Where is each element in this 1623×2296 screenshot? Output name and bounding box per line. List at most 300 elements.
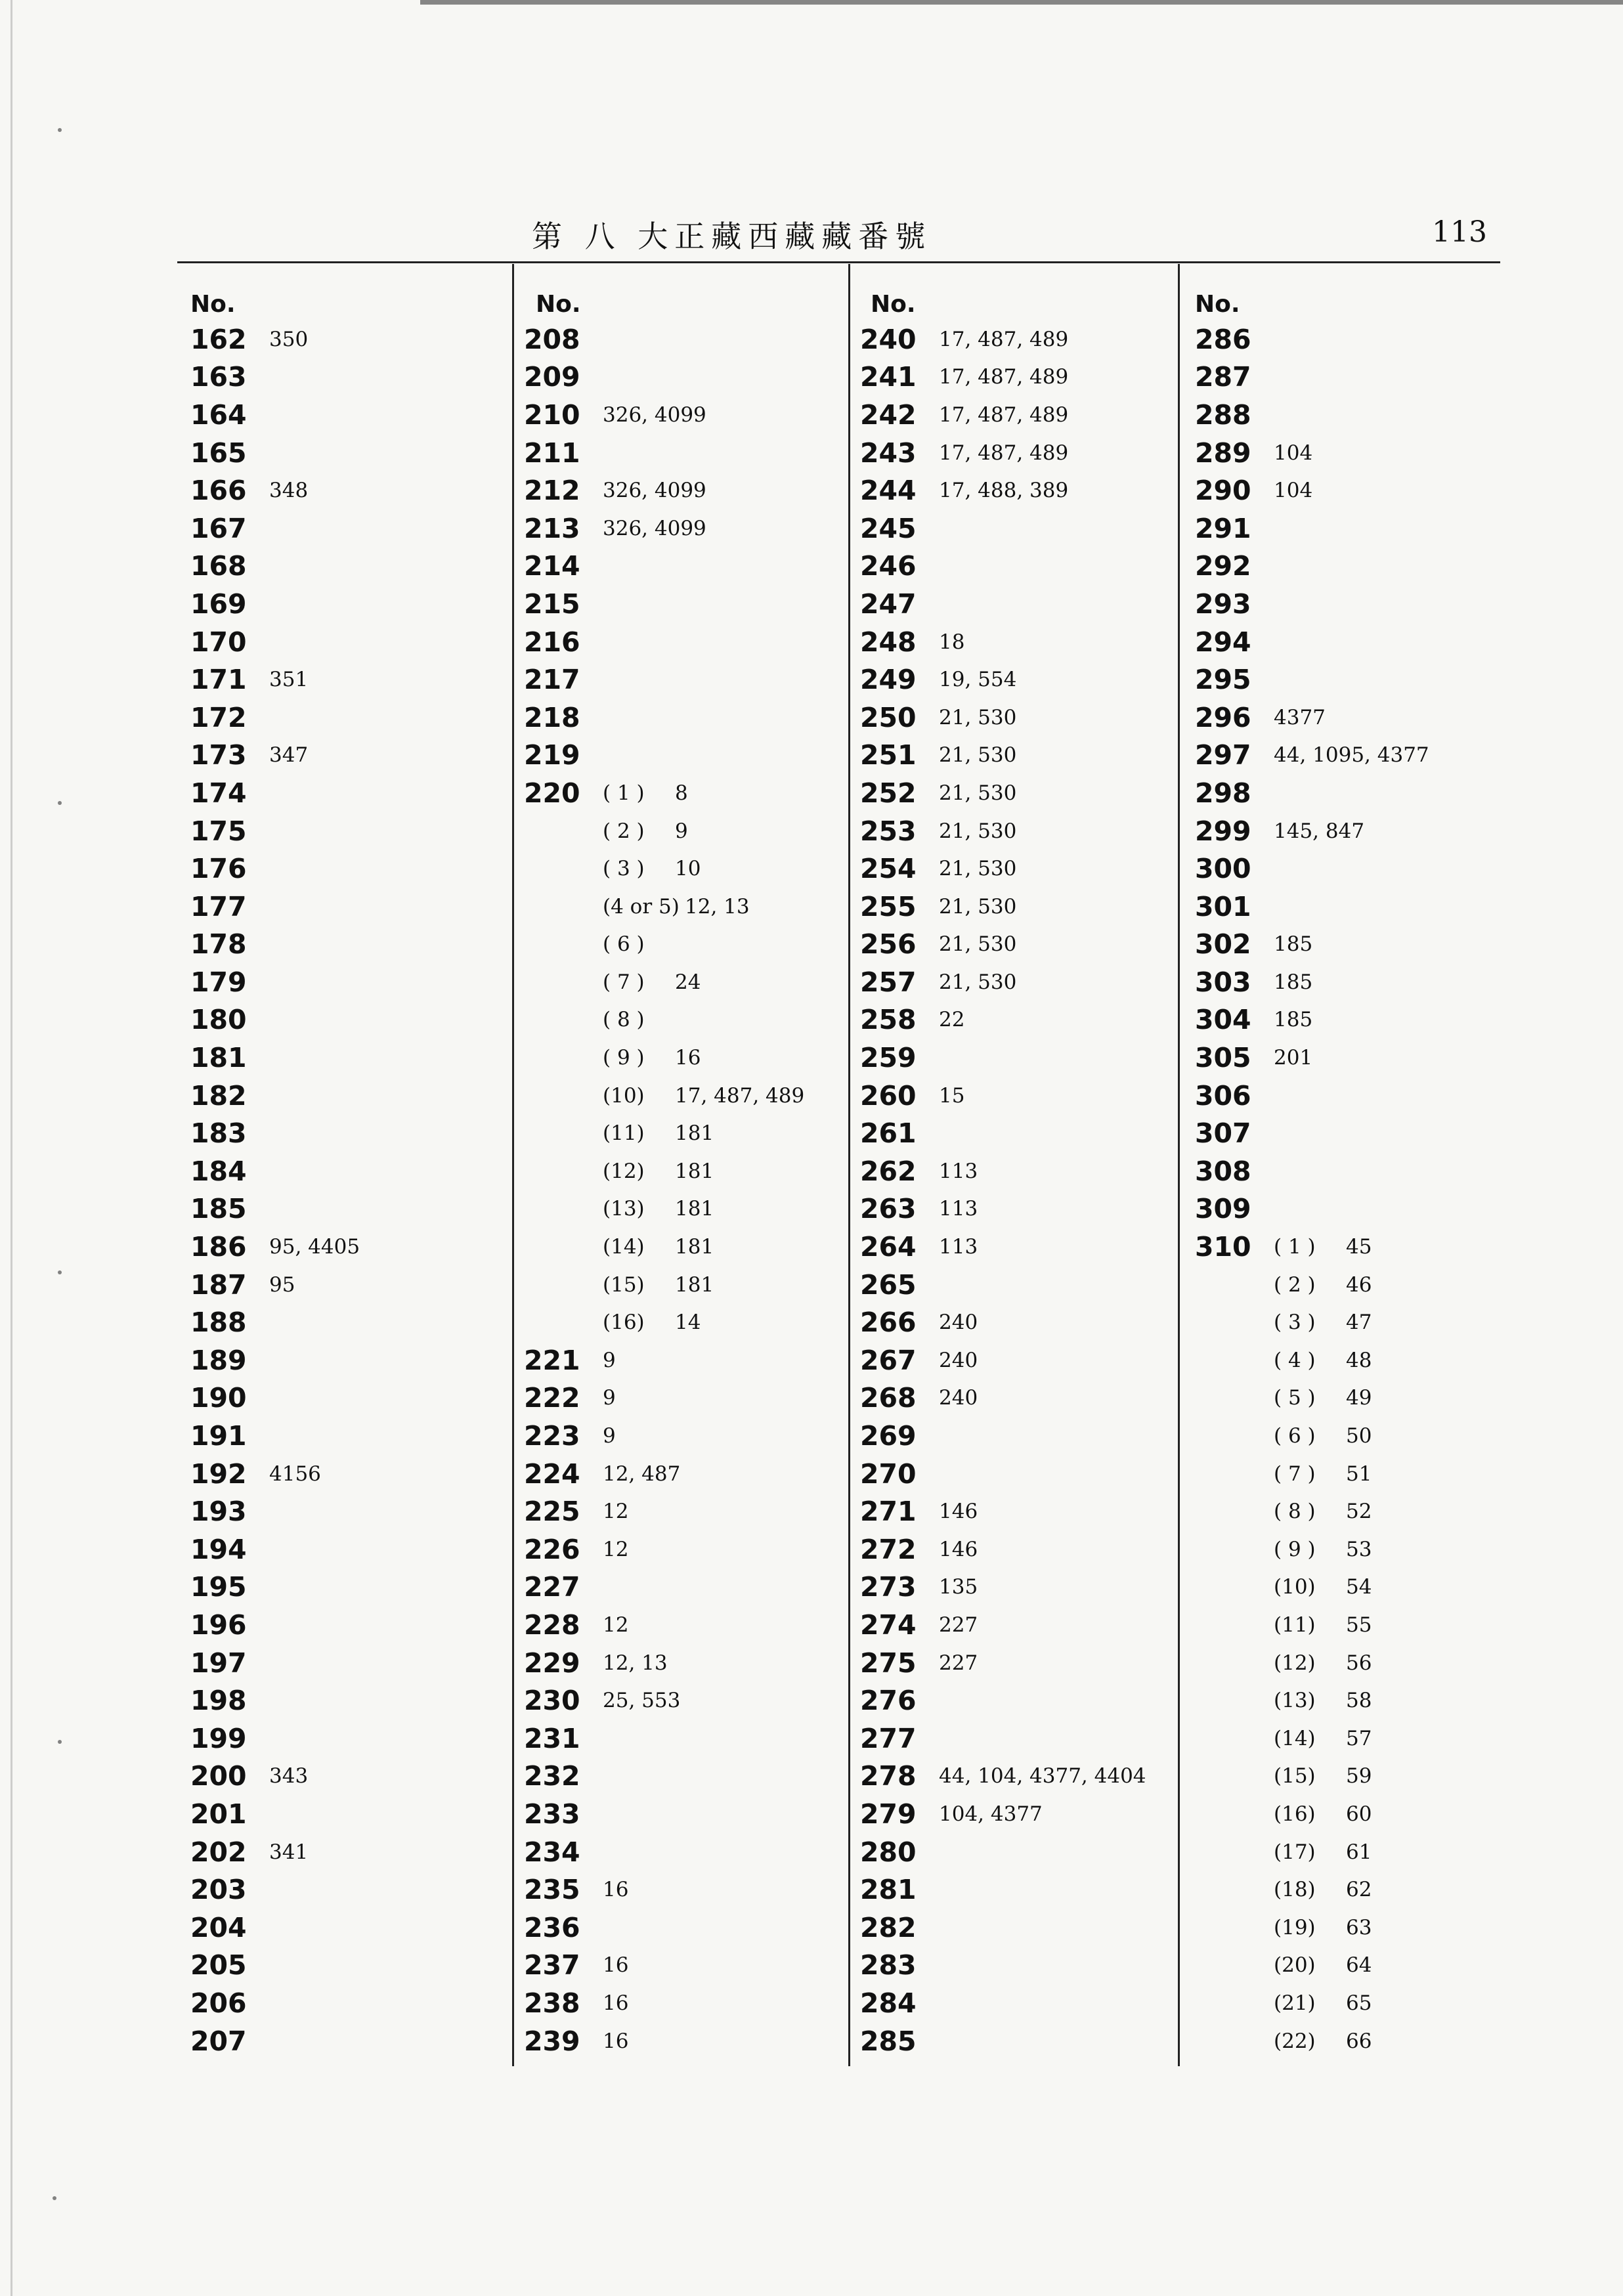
table-row	[1195, 1644, 1497, 1682]
table-row	[190, 358, 506, 397]
table-row	[1195, 888, 1497, 926]
column-separator	[1178, 264, 1180, 2066]
entry-number: 249	[860, 664, 917, 696]
reference-numbers: 21, 530	[939, 781, 1017, 805]
reference-numbers: 19, 554	[939, 668, 1017, 692]
reference-numbers: 21, 530	[939, 743, 1017, 768]
table-row	[190, 1795, 506, 1833]
entry-number: 190	[190, 1382, 247, 1414]
entry-number: 228	[524, 1609, 580, 1641]
table-row	[860, 1266, 1175, 1304]
entry-number: 181	[190, 1042, 247, 1074]
table-row	[1195, 585, 1497, 623]
table-row	[1195, 1152, 1497, 1190]
reference-numbers: 95	[269, 1272, 295, 1297]
table-row	[860, 471, 1175, 509]
sub-entry-label: (13)	[603, 1197, 645, 1221]
table-row	[1195, 737, 1497, 775]
table-row	[1195, 471, 1497, 509]
table-row	[1195, 1039, 1497, 1077]
entry-number: 223	[524, 1420, 580, 1452]
reference-numbers: 9	[675, 819, 688, 843]
entry-number: 259	[860, 1042, 917, 1074]
reference-numbers: 15	[939, 1083, 965, 1108]
table-row	[190, 850, 506, 888]
sub-entry-label: ( 4 )	[1274, 1348, 1316, 1372]
entry-number: 192	[190, 1458, 247, 1490]
reference-numbers: 185	[1274, 932, 1313, 957]
table-row	[860, 963, 1175, 1001]
sub-entry-label: ( 9 )	[1274, 1537, 1316, 1561]
column-2	[524, 289, 846, 2060]
sub-entry-label: (10)	[603, 1083, 645, 1108]
table-row	[524, 1303, 846, 1341]
column-1	[190, 289, 506, 2060]
entry-number: 273	[860, 1571, 917, 1603]
entry-number: 182	[190, 1079, 247, 1112]
entry-number: 302	[1195, 928, 1251, 961]
entry-number: 247	[860, 588, 917, 620]
table-row	[1195, 1720, 1497, 1758]
entry-number: 218	[524, 701, 580, 733]
sub-entry-label: (11)	[603, 1121, 645, 1146]
scan-speck	[58, 1270, 62, 1274]
table-row	[190, 509, 506, 548]
reference-numbers: 181	[675, 1121, 714, 1146]
entry-number: 251	[860, 739, 917, 771]
entry-number: 248	[860, 626, 917, 658]
entry-number: 288	[1195, 399, 1251, 431]
table-row	[524, 699, 846, 737]
entry-number: 272	[860, 1533, 917, 1565]
sub-entry-label: ( 8 )	[1274, 1500, 1316, 1524]
column-header: No.	[190, 291, 236, 318]
entry-number: 278	[860, 1760, 917, 1792]
table-row	[860, 1909, 1175, 1947]
table-row	[190, 1077, 506, 1115]
table-row	[1195, 1871, 1497, 1909]
entry-number: 194	[190, 1533, 247, 1565]
reference-numbers: 326, 4099	[603, 479, 706, 503]
scan-edge-left	[11, 0, 12, 2296]
entry-number: 286	[1195, 323, 1251, 355]
reference-numbers: 350	[269, 327, 309, 351]
entry-number: 232	[524, 1760, 580, 1792]
table-row	[190, 737, 506, 775]
table-row	[190, 1341, 506, 1379]
entry-number: 262	[860, 1155, 917, 1187]
reference-numbers: 12	[603, 1537, 629, 1561]
table-row	[860, 774, 1175, 812]
entry-number: 191	[190, 1420, 247, 1452]
table-row	[524, 1228, 846, 1266]
table-row	[190, 1492, 506, 1530]
entry-number: 227	[524, 1571, 580, 1603]
table-row	[190, 1455, 506, 1493]
page-number: 113	[1432, 215, 1487, 249]
table-row	[190, 699, 506, 737]
table-row	[1195, 1341, 1497, 1379]
table-row	[524, 1492, 846, 1530]
table-row	[190, 1606, 506, 1644]
table-row	[524, 812, 846, 850]
entry-number: 265	[860, 1268, 917, 1301]
reference-numbers: 113	[939, 1197, 978, 1221]
scan-speck	[53, 2196, 56, 2200]
entry-number: 203	[190, 1874, 247, 1906]
table-row	[524, 1039, 846, 1077]
entry-number: 189	[190, 1344, 247, 1376]
scan-speck	[58, 801, 62, 805]
table-row	[524, 1266, 846, 1304]
reference-numbers: 21, 530	[939, 894, 1017, 919]
reference-numbers: 201	[1274, 1046, 1313, 1070]
sub-entry-label: (13)	[1274, 1689, 1316, 1713]
sub-entry-label: ( 5 )	[1274, 1386, 1316, 1410]
table-row	[190, 1569, 506, 1607]
table-row	[190, 1984, 506, 2022]
entry-number: 214	[524, 550, 580, 582]
table-row	[524, 1114, 846, 1152]
table-row	[860, 926, 1175, 964]
table-row	[860, 1077, 1175, 1115]
table-row	[524, 1001, 846, 1039]
table-row	[1195, 548, 1497, 586]
table-row	[190, 774, 506, 812]
table-row	[1195, 1266, 1497, 1304]
reference-numbers: 181	[675, 1235, 714, 1259]
entry-number: 215	[524, 588, 580, 620]
table-row	[524, 434, 846, 472]
reference-numbers: 65	[1346, 1991, 1372, 2015]
entry-number: 168	[190, 550, 247, 582]
reference-numbers: 113	[939, 1159, 978, 1183]
entry-number: 169	[190, 588, 247, 620]
table-row	[860, 585, 1175, 623]
entry-number: 284	[860, 1987, 917, 2019]
entry-number: 162	[190, 323, 247, 355]
table-row	[524, 1530, 846, 1569]
reference-numbers: 351	[269, 668, 309, 692]
entry-number: 285	[860, 2025, 917, 2057]
table-row	[860, 548, 1175, 586]
column-4	[1195, 289, 1497, 2060]
entry-number: 217	[524, 664, 580, 696]
reference-numbers: 16	[603, 1953, 629, 1978]
table-row	[860, 1984, 1175, 2022]
table-row	[524, 585, 846, 623]
sub-entry-label: (21)	[1274, 1991, 1316, 2015]
entry-number: 292	[1195, 550, 1251, 582]
entry-number: 294	[1195, 626, 1251, 658]
table-row	[1195, 396, 1497, 434]
sub-entry-label: (15)	[1274, 1764, 1316, 1788]
sub-entry-label: ( 1 )	[603, 781, 645, 805]
table-row	[860, 396, 1175, 434]
table-row	[524, 1379, 846, 1418]
table-row	[860, 1569, 1175, 1607]
entry-number: 267	[860, 1344, 917, 1376]
table-row	[1195, 358, 1497, 397]
entry-number: 291	[1195, 512, 1251, 544]
table-row	[524, 2022, 846, 2060]
table-row	[1195, 1984, 1497, 2022]
reference-numbers: 62	[1346, 1878, 1372, 1902]
reference-numbers: 12	[603, 1613, 629, 1637]
table-row	[1195, 661, 1497, 699]
reference-numbers: 55	[1346, 1613, 1372, 1637]
entry-number: 229	[524, 1647, 580, 1679]
entry-number: 167	[190, 512, 247, 544]
reference-numbers: 45	[1346, 1235, 1372, 1259]
table-row	[190, 1720, 506, 1758]
entry-number: 213	[524, 512, 580, 544]
table-row	[860, 1039, 1175, 1077]
table-row	[1195, 699, 1497, 737]
entry-number: 271	[860, 1496, 917, 1528]
table-row	[524, 1909, 846, 1947]
entry-number: 298	[1195, 777, 1251, 809]
table-row	[190, 434, 506, 472]
table-row	[190, 1530, 506, 1569]
sub-entry-label: ( 2 )	[1274, 1272, 1316, 1297]
entry-number: 238	[524, 1987, 580, 2019]
table-row	[1195, 1114, 1497, 1152]
scan-edge-top	[420, 0, 1623, 5]
entry-number: 241	[860, 361, 917, 393]
reference-numbers: 12, 13	[603, 1651, 668, 1675]
entry-number: 173	[190, 739, 247, 771]
reference-numbers: 17, 487, 489	[939, 441, 1069, 465]
table-row	[524, 1871, 846, 1909]
table-row	[860, 1190, 1175, 1228]
entry-number: 180	[190, 1004, 247, 1036]
entry-number: 193	[190, 1496, 247, 1528]
table-row	[190, 1871, 506, 1909]
table-row	[524, 1569, 846, 1607]
table-row	[860, 1833, 1175, 1871]
table-row	[524, 320, 846, 358]
sub-entry-label: ( 1 )	[1274, 1235, 1316, 1259]
entry-number: 243	[860, 437, 917, 469]
reference-numbers: 52	[1346, 1500, 1372, 1524]
entry-number: 170	[190, 626, 247, 658]
reference-numbers: 104	[1274, 479, 1313, 503]
sub-entry-label: ( 6 )	[603, 932, 645, 957]
sub-entry-label: (22)	[1274, 2029, 1316, 2053]
reference-numbers: 4377	[1274, 705, 1326, 729]
entry-number: 209	[524, 361, 580, 393]
reference-numbers: 145, 847	[1274, 819, 1365, 843]
entry-number: 255	[860, 890, 917, 922]
table-row	[1195, 1001, 1497, 1039]
table-row	[1195, 1681, 1497, 1720]
table-row	[524, 1947, 846, 1985]
reference-numbers: 53	[1346, 1537, 1372, 1561]
entry-number: 264	[860, 1231, 917, 1263]
table-row	[524, 1984, 846, 2022]
entry-number: 166	[190, 475, 247, 507]
table-row	[190, 1909, 506, 1947]
table-row	[1195, 320, 1497, 358]
sub-entry-label: ( 7 )	[1274, 1462, 1316, 1486]
entry-number: 306	[1195, 1079, 1251, 1112]
entry-number: 268	[860, 1382, 917, 1414]
reference-numbers: 48	[1346, 1348, 1372, 1372]
table-row	[190, 548, 506, 586]
table-row	[860, 850, 1175, 888]
entry-number: 174	[190, 777, 247, 809]
entry-number: 188	[190, 1307, 247, 1339]
reference-numbers: 17, 487, 489	[675, 1083, 805, 1108]
reference-numbers: 16	[603, 2029, 629, 2053]
table-row	[524, 774, 846, 812]
entry-number: 252	[860, 777, 917, 809]
table-row	[860, 1228, 1175, 1266]
entry-number: 233	[524, 1798, 580, 1830]
sub-entry-label: (20)	[1274, 1953, 1316, 1978]
reference-numbers: 326, 4099	[603, 516, 706, 540]
reference-numbers: 66	[1346, 2029, 1372, 2053]
reference-numbers: 21, 530	[939, 819, 1017, 843]
scan-speck	[58, 1740, 62, 1744]
table-row	[860, 1341, 1175, 1379]
table-row	[1195, 963, 1497, 1001]
table-row	[524, 548, 846, 586]
table-row	[524, 1795, 846, 1833]
entry-number: 187	[190, 1268, 247, 1301]
entry-number: 216	[524, 626, 580, 658]
entry-number: 235	[524, 1874, 580, 1906]
table-row	[860, 623, 1175, 661]
table-row	[1195, 1606, 1497, 1644]
reference-numbers: 326, 4099	[603, 402, 706, 427]
sub-entry-label: ( 3 )	[603, 857, 645, 881]
reference-numbers: 113	[939, 1235, 978, 1259]
entry-number: 207	[190, 2025, 247, 2057]
table-row	[1195, 434, 1497, 472]
reference-numbers: 9	[603, 1386, 616, 1410]
table-row	[860, 699, 1175, 737]
column-header: No.	[1195, 291, 1240, 318]
table-row	[524, 888, 846, 926]
table-row	[190, 2022, 506, 2060]
reference-numbers: 21, 530	[939, 705, 1017, 729]
table-row	[860, 812, 1175, 850]
reference-numbers: 146	[939, 1537, 978, 1561]
entry-number: 275	[860, 1647, 917, 1679]
table-row	[860, 1379, 1175, 1418]
reference-numbers: 17, 487, 489	[939, 365, 1069, 389]
reference-numbers: 227	[939, 1651, 978, 1675]
column-3	[860, 289, 1175, 2060]
entry-number: 263	[860, 1193, 917, 1225]
table-row	[860, 1152, 1175, 1190]
table-row	[860, 434, 1175, 472]
table-row	[1195, 623, 1497, 661]
entry-number: 197	[190, 1647, 247, 1679]
table-row	[860, 1795, 1175, 1833]
table-row	[524, 623, 846, 661]
sub-entry-label: ( 8 )	[603, 1008, 645, 1032]
table-row	[860, 1871, 1175, 1909]
table-row	[524, 1758, 846, 1796]
reference-numbers: 240	[939, 1310, 978, 1335]
table-row	[1195, 926, 1497, 964]
entry-number: 204	[190, 1911, 247, 1943]
reference-numbers: 24	[675, 970, 701, 994]
table-row	[524, 1681, 846, 1720]
reference-numbers: 51	[1346, 1462, 1372, 1486]
table-row	[1195, 1492, 1497, 1530]
entry-number: 222	[524, 1382, 580, 1414]
reference-numbers: 22	[939, 1008, 965, 1032]
sub-entry-label: (4 or 5)	[603, 894, 680, 919]
page-header	[177, 209, 1500, 261]
reference-numbers: 57	[1346, 1726, 1372, 1750]
table-row	[1195, 1077, 1497, 1115]
table-row	[524, 396, 846, 434]
table-row	[860, 1303, 1175, 1341]
entry-number: 196	[190, 1609, 247, 1641]
reference-numbers: 56	[1346, 1651, 1372, 1675]
entry-number: 258	[860, 1004, 917, 1036]
reference-numbers: 181	[675, 1197, 714, 1221]
table-row	[190, 1001, 506, 1039]
table-row	[860, 358, 1175, 397]
table-row	[860, 1947, 1175, 1985]
table-row	[1195, 1455, 1497, 1493]
table-row	[190, 396, 506, 434]
table-row	[524, 661, 846, 699]
entry-number: 210	[524, 399, 580, 431]
column-header: No.	[536, 291, 581, 318]
entry-number: 307	[1195, 1117, 1251, 1150]
table-row	[1195, 1795, 1497, 1833]
entry-number: 175	[190, 815, 247, 847]
entry-number: 178	[190, 928, 247, 961]
table-row	[524, 1152, 846, 1190]
table-row	[190, 1190, 506, 1228]
table-row	[190, 888, 506, 926]
entry-number: 199	[190, 1722, 247, 1754]
entry-number: 290	[1195, 475, 1251, 507]
sub-entry-label: ( 3 )	[1274, 1310, 1316, 1335]
reference-numbers: 21, 530	[939, 857, 1017, 881]
reference-numbers: 227	[939, 1613, 978, 1637]
table-row	[860, 1606, 1175, 1644]
entry-number: 163	[190, 361, 247, 393]
table-row	[1195, 850, 1497, 888]
reference-numbers: 12	[603, 1500, 629, 1524]
reference-numbers: 8	[675, 781, 688, 805]
entry-number: 165	[190, 437, 247, 469]
entry-number: 171	[190, 664, 247, 696]
table-row	[524, 358, 846, 397]
sub-entry-label: (19)	[1274, 1915, 1316, 1939]
reference-numbers: 44, 104, 4377, 4404	[939, 1764, 1146, 1788]
reference-numbers: 64	[1346, 1953, 1372, 1978]
table-row	[190, 1833, 506, 1871]
reference-numbers: 59	[1346, 1764, 1372, 1788]
sub-entry-label: (16)	[603, 1310, 645, 1335]
table-row	[190, 320, 506, 358]
sub-entry-label: (12)	[603, 1159, 645, 1183]
table-row	[860, 737, 1175, 775]
entry-number: 310	[1195, 1231, 1251, 1263]
entry-number: 280	[860, 1836, 917, 1868]
table-row	[190, 1152, 506, 1190]
